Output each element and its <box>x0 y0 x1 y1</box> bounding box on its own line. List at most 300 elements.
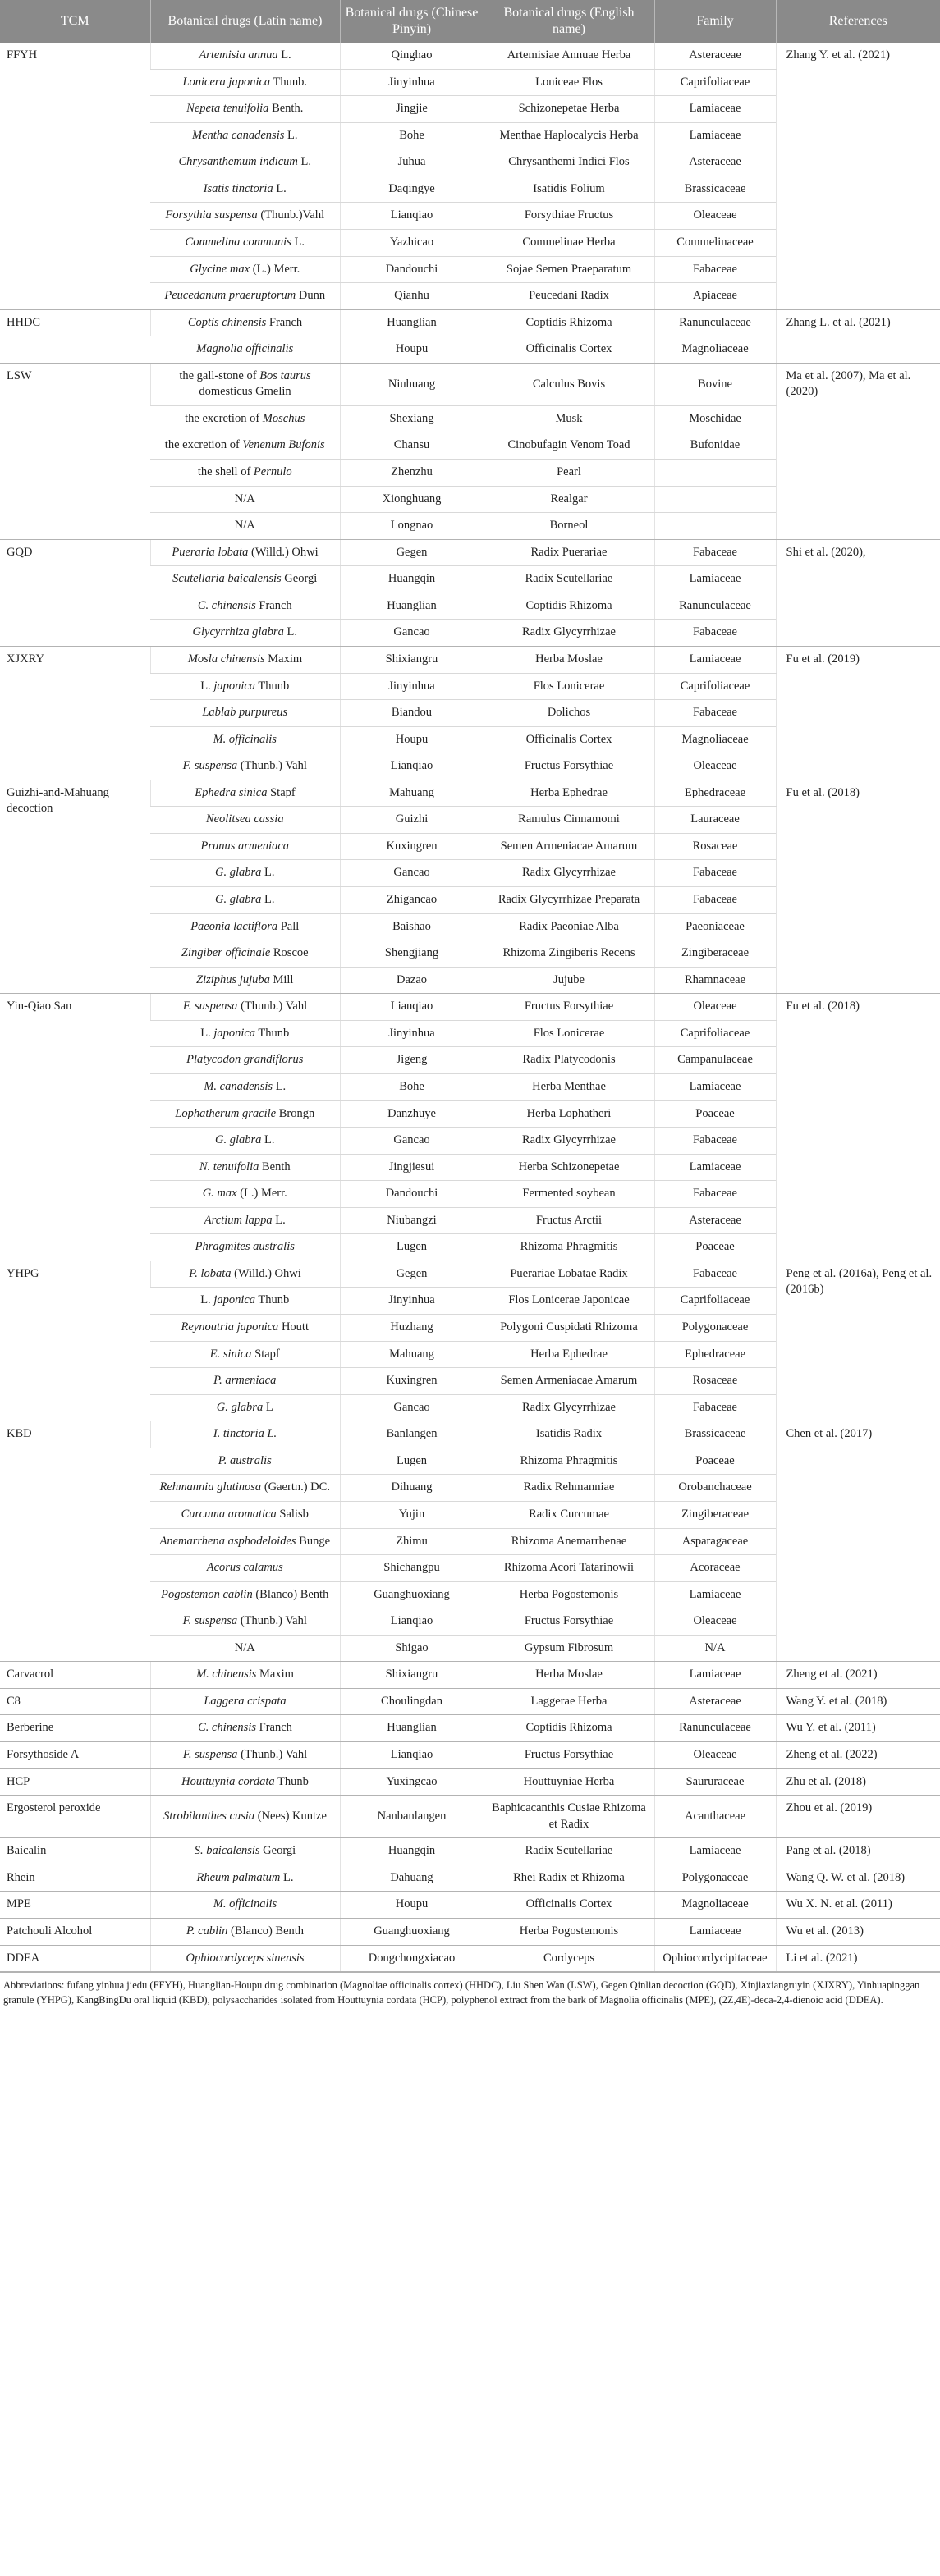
pinyin-name-cell: Lianqiao <box>340 994 484 1021</box>
tcm-name-cell: Forsythoside A <box>0 1742 150 1769</box>
english-name-cell: Coptidis Rhizoma <box>484 593 654 620</box>
family-cell: Polygonaceae <box>654 1865 776 1892</box>
english-name-cell: Rhizoma Zingiberis Recens <box>484 940 654 968</box>
pinyin-name-cell: Shigao <box>340 1635 484 1662</box>
english-name-cell: Radix Glycyrrhizae <box>484 1128 654 1155</box>
pinyin-name-cell: Biandou <box>340 700 484 727</box>
tcm-name-cell: Baicalin <box>0 1838 150 1865</box>
pinyin-name-cell: Gancao <box>340 860 484 887</box>
english-name-cell: Radix Puerariae <box>484 539 654 566</box>
tcm-name-cell: Patchouli Alcohol <box>0 1918 150 1945</box>
tcm-name-cell: YHPG <box>0 1261 150 1421</box>
english-name-cell: Gypsum Fibrosum <box>484 1635 654 1662</box>
latin-name-cell: G. glabra L. <box>150 887 340 914</box>
pinyin-name-cell: Niubangzi <box>340 1207 484 1234</box>
latin-name-cell: Glycyrrhiza glabra L. <box>150 620 340 647</box>
pinyin-name-cell: Houpu <box>340 1892 484 1919</box>
english-name-cell: Officinalis Cortex <box>484 726 654 753</box>
latin-name-cell: F. suspensa (Thunb.) Vahl <box>150 1742 340 1769</box>
latin-name-cell: Laggera crispata <box>150 1688 340 1715</box>
pinyin-name-cell: Jinyinhua <box>340 69 484 96</box>
pinyin-name-cell: Guanghuoxiang <box>340 1918 484 1945</box>
english-name-cell: Cordyceps <box>484 1945 654 1972</box>
latin-name-cell: the excretion of Venenum Bufonis <box>150 432 340 460</box>
latin-name-cell: Pogostemon cablin (Blanco) Benth <box>150 1581 340 1608</box>
latin-name-cell: Peucedanum praeruptorum Dunn <box>150 283 340 310</box>
latin-name-cell: P. australis <box>150 1448 340 1475</box>
english-name-cell: Cinobufagin Venom Toad <box>484 432 654 460</box>
pinyin-name-cell: Bohe <box>340 122 484 149</box>
pinyin-name-cell: Yazhicao <box>340 229 484 256</box>
family-cell: Magnoliaceae <box>654 726 776 753</box>
table-row <box>0 1261 940 1288</box>
pinyin-name-cell: Lianqiao <box>340 753 484 780</box>
latin-name-cell: N/A <box>150 486 340 513</box>
family-cell: Fabaceae <box>654 700 776 727</box>
family-cell: N/A <box>654 1635 776 1662</box>
english-name-cell: Chrysanthemi Indici Flos <box>484 149 654 176</box>
english-name-cell: Herba Moslae <box>484 1662 654 1689</box>
latin-name-cell: Ophiocordyceps sinensis <box>150 1945 340 1972</box>
pinyin-name-cell: Dahuang <box>340 1865 484 1892</box>
latin-name-cell: Mosla chinensis Maxim <box>150 646 340 673</box>
english-name-cell: Radix Scutellariae <box>484 1838 654 1865</box>
english-name-cell: Radix Rehmanniae <box>484 1475 654 1502</box>
table-row <box>0 309 940 336</box>
latin-name-cell: S. baicalensis Georgi <box>150 1838 340 1865</box>
latin-name-cell: Arctium lappa L. <box>150 1207 340 1234</box>
reference-cell: Fu et al. (2019) <box>776 646 940 780</box>
tcm-name-cell: KBD <box>0 1421 150 1662</box>
pinyin-name-cell: Choulingdan <box>340 1688 484 1715</box>
tcm-name-cell: Rhein <box>0 1865 150 1892</box>
pinyin-name-cell: Mahuang <box>340 1341 484 1368</box>
english-name-cell: Loniceae Flos <box>484 69 654 96</box>
pinyin-name-cell: Qinghao <box>340 43 484 69</box>
latin-name-cell: M. canadensis L. <box>150 1073 340 1100</box>
table-row <box>0 646 940 673</box>
english-name-cell: Realgar <box>484 486 654 513</box>
english-name-cell: Jujube <box>484 967 654 994</box>
latin-name-cell: Reynoutria japonica Houtt <box>150 1315 340 1342</box>
family-cell: Asparagaceae <box>654 1528 776 1555</box>
family-cell: Lamiaceae <box>654 122 776 149</box>
latin-name-cell: Ziziphus jujuba Mill <box>150 967 340 994</box>
english-name-cell: Fermented soybean <box>484 1181 654 1208</box>
latin-name-cell: F. suspensa (Thunb.) Vahl <box>150 994 340 1021</box>
family-cell: Brassicaceae <box>654 176 776 203</box>
family-cell: Caprifoliaceae <box>654 69 776 96</box>
pinyin-name-cell: Shengjiang <box>340 940 484 968</box>
english-name-cell: Fructus Arctii <box>484 1207 654 1234</box>
latin-name-cell: M. officinalis <box>150 1892 340 1919</box>
english-name-cell: Dolichos <box>484 700 654 727</box>
latin-name-cell: Ephedra sinica Stapf <box>150 780 340 807</box>
english-name-cell: Peucedani Radix <box>484 283 654 310</box>
reference-cell: Chen et al. (2017) <box>776 1421 940 1662</box>
english-name-cell: Officinalis Cortex <box>484 336 654 364</box>
pinyin-name-cell: Gancao <box>340 1394 484 1421</box>
tcm-name-cell: Ergosterol peroxide <box>0 1796 150 1838</box>
reference-cell: Wu et al. (2013) <box>776 1918 940 1945</box>
tcm-name-cell: DDEA <box>0 1945 150 1972</box>
pinyin-name-cell: Huanglian <box>340 309 484 336</box>
pinyin-name-cell: Zhenzhu <box>340 460 484 487</box>
table-row <box>0 1796 940 1838</box>
pinyin-name-cell: Daqingye <box>340 176 484 203</box>
reference-cell: Zhu et al. (2018) <box>776 1768 940 1796</box>
family-cell: Magnoliaceae <box>654 336 776 364</box>
family-cell: Lamiaceae <box>654 1073 776 1100</box>
family-cell: Asteraceae <box>654 1207 776 1234</box>
english-name-cell: Schizonepetae Herba <box>484 96 654 123</box>
pinyin-name-cell: Houpu <box>340 726 484 753</box>
latin-name-cell: G. glabra L. <box>150 1128 340 1155</box>
latin-name-cell: Scutellaria baicalensis Georgi <box>150 566 340 593</box>
family-cell: Fabaceae <box>654 539 776 566</box>
family-cell: Oleaceae <box>654 753 776 780</box>
latin-name-cell: Curcuma aromatica Salisb <box>150 1501 340 1528</box>
header-latin-name: Botanical drugs (Latin name) <box>150 0 340 43</box>
reference-cell: Zheng et al. (2021) <box>776 1662 940 1689</box>
english-name-cell: Borneol <box>484 513 654 540</box>
tcm-name-cell: HHDC <box>0 309 150 363</box>
latin-name-cell: Rheum palmatum L. <box>150 1865 340 1892</box>
family-cell: Asteraceae <box>654 1688 776 1715</box>
latin-name-cell: Pueraria lobata (Willd.) Ohwi <box>150 539 340 566</box>
latin-name-cell: Rehmannia glutinosa (Gaertn.) DC. <box>150 1475 340 1502</box>
latin-name-cell: G. max (L.) Merr. <box>150 1181 340 1208</box>
pinyin-name-cell: Dandouchi <box>340 1181 484 1208</box>
pinyin-name-cell: Lugen <box>340 1448 484 1475</box>
tcm-name-cell: GQD <box>0 539 150 646</box>
family-cell: Asteraceae <box>654 43 776 69</box>
family-cell: Ophiocordycipitaceae <box>654 1945 776 1972</box>
latin-name-cell: C. chinensis Franch <box>150 1715 340 1742</box>
pinyin-name-cell: Shixiangru <box>340 646 484 673</box>
family-cell: Ranunculaceae <box>654 309 776 336</box>
family-cell: Polygonaceae <box>654 1315 776 1342</box>
header-chinese-pinyin: Botanical drugs (Chinese Pinyin) <box>340 0 484 43</box>
family-cell: Oleaceae <box>654 203 776 230</box>
latin-name-cell: C. chinensis Franch <box>150 593 340 620</box>
latin-name-cell: Coptis chinensis Franch <box>150 309 340 336</box>
english-name-cell: Radix Paeoniae Alba <box>484 913 654 940</box>
latin-name-cell: Forsythia suspensa (Thunb.)Vahl <box>150 203 340 230</box>
reference-cell: Peng et al. (2016a), Peng et al. (2016b) <box>776 1261 940 1421</box>
family-cell: Caprifoliaceae <box>654 673 776 700</box>
family-cell: Lamiaceae <box>654 1662 776 1689</box>
english-name-cell: Flos Lonicerae Japonicae <box>484 1288 654 1315</box>
family-cell: Lamiaceae <box>654 1838 776 1865</box>
english-name-cell: Rhei Radix et Rhizoma <box>484 1865 654 1892</box>
table-row <box>0 994 940 1021</box>
pinyin-name-cell: Dandouchi <box>340 256 484 283</box>
family-cell: Acoraceae <box>654 1555 776 1582</box>
family-cell: Caprifoliaceae <box>654 1288 776 1315</box>
english-name-cell: Coptidis Rhizoma <box>484 309 654 336</box>
english-name-cell: Herba Pogostemonis <box>484 1918 654 1945</box>
pinyin-name-cell: Houpu <box>340 336 484 364</box>
latin-name-cell: Strobilanthes cusia (Nees) Kuntze <box>150 1796 340 1838</box>
family-cell: Rhamnaceae <box>654 967 776 994</box>
latin-name-cell: Chrysanthemum indicum L. <box>150 149 340 176</box>
english-name-cell: Artemisiae Annuae Herba <box>484 43 654 69</box>
english-name-cell: Coptidis Rhizoma <box>484 1715 654 1742</box>
pinyin-name-cell: Gegen <box>340 539 484 566</box>
latin-name-cell: the shell of Pernulo <box>150 460 340 487</box>
pinyin-name-cell: Jingjiesui <box>340 1154 484 1181</box>
table-row <box>0 1918 940 1945</box>
latin-name-cell: G. glabra L <box>150 1394 340 1421</box>
english-name-cell: Fructus Forsythiae <box>484 1742 654 1769</box>
latin-name-cell: N/A <box>150 1635 340 1662</box>
table-row <box>0 1662 940 1689</box>
family-cell: Commelinaceae <box>654 229 776 256</box>
family-cell: Rosaceae <box>654 1368 776 1395</box>
table-row <box>0 1945 940 1972</box>
reference-cell: Zhang L. et al. (2021) <box>776 309 940 363</box>
reference-cell: Zheng et al. (2022) <box>776 1742 940 1769</box>
pinyin-name-cell: Xionghuang <box>340 486 484 513</box>
table-header-row <box>0 0 940 43</box>
pinyin-name-cell: Gegen <box>340 1261 484 1288</box>
latin-name-cell: P. armeniaca <box>150 1368 340 1395</box>
latin-name-cell: Neolitsea cassia <box>150 807 340 834</box>
latin-name-cell: I. tinctoria L. <box>150 1421 340 1448</box>
tcm-name-cell: FFYH <box>0 43 150 309</box>
header-english-name: Botanical drugs (English name) <box>484 0 654 43</box>
family-cell: Ranunculaceae <box>654 1715 776 1742</box>
pinyin-name-cell: Guanghuoxiang <box>340 1581 484 1608</box>
latin-name-cell: Glycine max (L.) Merr. <box>150 256 340 283</box>
table-row <box>0 1421 940 1448</box>
pinyin-name-cell: Jigeng <box>340 1047 484 1074</box>
latin-name-cell: L. japonica Thunb <box>150 1020 340 1047</box>
latin-name-cell: Paeonia lactiflora Pall <box>150 913 340 940</box>
latin-name-cell: Zingiber officinale Roscoe <box>150 940 340 968</box>
tcm-name-cell: LSW <box>0 363 150 539</box>
tcm-name-cell: XJXRY <box>0 646 150 780</box>
english-name-cell: Baphicacanthis Cusiae Rhizoma et Radix <box>484 1796 654 1838</box>
pinyin-name-cell: Yujin <box>340 1501 484 1528</box>
pinyin-name-cell: Banlangen <box>340 1421 484 1448</box>
latin-name-cell: N/A <box>150 513 340 540</box>
english-name-cell: Fructus Forsythiae <box>484 994 654 1021</box>
family-cell: Orobanchaceae <box>654 1475 776 1502</box>
family-cell: Paeoniaceae <box>654 913 776 940</box>
latin-name-cell: L. japonica Thunb <box>150 673 340 700</box>
table-row <box>0 1865 940 1892</box>
latin-name-cell: Mentha canadensis L. <box>150 122 340 149</box>
latin-name-cell: F. suspensa (Thunb.) Vahl <box>150 1608 340 1636</box>
pinyin-name-cell: Zhimu <box>340 1528 484 1555</box>
english-name-cell: Herba Lophatheri <box>484 1100 654 1128</box>
family-cell: Moschidae <box>654 405 776 432</box>
table-row <box>0 1768 940 1796</box>
english-name-cell: Semen Armeniacae Amarum <box>484 1368 654 1395</box>
pinyin-name-cell: Shichangpu <box>340 1555 484 1582</box>
english-name-cell: Herba Moslae <box>484 646 654 673</box>
pinyin-name-cell: Jinyinhua <box>340 1020 484 1047</box>
latin-name-cell: M. officinalis <box>150 726 340 753</box>
tcm-name-cell: Berberine <box>0 1715 150 1742</box>
family-cell: Lamiaceae <box>654 1918 776 1945</box>
english-name-cell: Rhizoma Phragmitis <box>484 1448 654 1475</box>
pinyin-name-cell: Juhua <box>340 149 484 176</box>
english-name-cell: Menthae Haplocalycis Herba <box>484 122 654 149</box>
latin-name-cell: Houttuynia cordata Thunb <box>150 1768 340 1796</box>
latin-name-cell: Platycodon grandiflorus <box>150 1047 340 1074</box>
reference-cell: Wu X. N. et al. (2011) <box>776 1892 940 1919</box>
family-cell: Apiaceae <box>654 283 776 310</box>
tcm-name-cell: Carvacrol <box>0 1662 150 1689</box>
latin-name-cell: P. cablin (Blanco) Benth <box>150 1918 340 1945</box>
family-cell: Lamiaceae <box>654 1154 776 1181</box>
reference-cell: Pang et al. (2018) <box>776 1838 940 1865</box>
pinyin-name-cell: Yuxingcao <box>340 1768 484 1796</box>
family-cell: Magnoliaceae <box>654 1892 776 1919</box>
reference-cell: Li et al. (2021) <box>776 1945 940 1972</box>
pinyin-name-cell: Dazao <box>340 967 484 994</box>
family-cell: Ranunculaceae <box>654 593 776 620</box>
english-name-cell: Radix Glycyrrhizae Preparata <box>484 887 654 914</box>
reference-cell: Fu et al. (2018) <box>776 780 940 994</box>
pinyin-name-cell: Kuxingren <box>340 1368 484 1395</box>
family-cell: Zingiberaceae <box>654 940 776 968</box>
pinyin-name-cell: Gancao <box>340 620 484 647</box>
pinyin-name-cell: Jinyinhua <box>340 1288 484 1315</box>
family-cell: Caprifoliaceae <box>654 1020 776 1047</box>
english-name-cell: Commelinae Herba <box>484 229 654 256</box>
reference-cell: Zhou et al. (2019) <box>776 1796 940 1838</box>
pinyin-name-cell: Guizhi <box>340 807 484 834</box>
abbreviations-footnote: Abbreviations: fufang yinhua jiedu (FFYH), Huanglian-Houpu drug combination (Magnoliae officinalis cortex) (HHDC), Liu Shen Wan (LSW), Gegen Qinlian decoction (GQD), Xinjiaxiangruyin (XJXRY), Yinhuapinggan granule (YHPG), KangBingDu oral liquid (KBD), polysaccharides isolated from Houttuynia cordata (HCP), polyphenol extract from the bark of Magnolia officinalis (MPE), (2Z,4E)-deca-2,4-dienoic acid (DDEA). <box>0 1972 940 2011</box>
family-cell: Lamiaceae <box>654 1581 776 1608</box>
family-cell: Bovine <box>654 363 776 405</box>
reference-cell: Ma et al. (2007), Ma et al. (2020) <box>776 363 940 539</box>
pinyin-name-cell: Huangqin <box>340 566 484 593</box>
reference-cell: Wang Q. W. et al. (2018) <box>776 1865 940 1892</box>
table-row <box>0 363 940 405</box>
family-cell: Lauraceae <box>654 807 776 834</box>
family-cell: Oleaceae <box>654 1742 776 1769</box>
pinyin-name-cell: Dongchongxiacao <box>340 1945 484 1972</box>
english-name-cell: Musk <box>484 405 654 432</box>
family-cell: Ephedraceae <box>654 780 776 807</box>
english-name-cell: Fructus Forsythiae <box>484 753 654 780</box>
family-cell: Lamiaceae <box>654 96 776 123</box>
english-name-cell: Rhizoma Phragmitis <box>484 1234 654 1261</box>
pinyin-name-cell: Lianqiao <box>340 1608 484 1636</box>
latin-name-cell: the excretion of Moschus <box>150 405 340 432</box>
family-cell: Lamiaceae <box>654 646 776 673</box>
english-name-cell: Isatidis Radix <box>484 1421 654 1448</box>
table-row <box>0 1838 940 1865</box>
latin-name-cell: Lablab purpureus <box>150 700 340 727</box>
english-name-cell: Herba Ephedrae <box>484 780 654 807</box>
pinyin-name-cell: Jingjie <box>340 96 484 123</box>
latin-name-cell: G. glabra L. <box>150 860 340 887</box>
pinyin-name-cell: Longnao <box>340 513 484 540</box>
english-name-cell: Polygoni Cuspidati Rhizoma <box>484 1315 654 1342</box>
english-name-cell: Flos Lonicerae <box>484 1020 654 1047</box>
pinyin-name-cell: Kuxingren <box>340 833 484 860</box>
pinyin-name-cell: Lianqiao <box>340 1742 484 1769</box>
latin-name-cell: F. suspensa (Thunb.) Vahl <box>150 753 340 780</box>
english-name-cell: Sojae Semen Praeparatum <box>484 256 654 283</box>
latin-name-cell: the gall-stone of Bos taurus domesticus Gmelin <box>150 363 340 405</box>
pinyin-name-cell: Huanglian <box>340 1715 484 1742</box>
pinyin-name-cell: Lianqiao <box>340 203 484 230</box>
family-cell: Oleaceae <box>654 1608 776 1636</box>
family-cell: Fabaceae <box>654 620 776 647</box>
english-name-cell: Pearl <box>484 460 654 487</box>
latin-name-cell: Nepeta tenuifolia Benth. <box>150 96 340 123</box>
reference-cell: Shi et al. (2020), <box>776 539 940 646</box>
reference-cell: Fu et al. (2018) <box>776 994 940 1261</box>
header-references: References <box>776 0 940 43</box>
tcm-name-cell: Guizhi-and-Mahuang decoction <box>0 780 150 994</box>
family-cell: Fabaceae <box>654 860 776 887</box>
family-cell: Campanulaceae <box>654 1047 776 1074</box>
family-cell: Poaceae <box>654 1100 776 1128</box>
table-row <box>0 780 940 807</box>
pinyin-name-cell: Shixiangru <box>340 1662 484 1689</box>
tcm-name-cell: HCP <box>0 1768 150 1796</box>
latin-name-cell: Artemisia annua L. <box>150 43 340 69</box>
english-name-cell: Calculus Bovis <box>484 363 654 405</box>
table-row <box>0 1892 940 1919</box>
pinyin-name-cell: Dihuang <box>340 1475 484 1502</box>
family-cell <box>654 460 776 487</box>
family-cell: Lamiaceae <box>654 566 776 593</box>
english-name-cell: Radix Curcumae <box>484 1501 654 1528</box>
family-cell: Zingiberaceae <box>654 1501 776 1528</box>
header-tcm: TCM <box>0 0 150 43</box>
family-cell: Fabaceae <box>654 1181 776 1208</box>
pinyin-name-cell: Huanglian <box>340 593 484 620</box>
english-name-cell: Isatidis Folium <box>484 176 654 203</box>
table-row <box>0 1688 940 1715</box>
family-cell: Ephedraceae <box>654 1341 776 1368</box>
pinyin-name-cell: Gancao <box>340 1128 484 1155</box>
english-name-cell: Herba Pogostemonis <box>484 1581 654 1608</box>
english-name-cell: Ramulus Cinnamomi <box>484 807 654 834</box>
latin-name-cell: Prunus armeniaca <box>150 833 340 860</box>
pinyin-name-cell: Baishao <box>340 913 484 940</box>
latin-name-cell: Magnolia officinalis <box>150 336 340 364</box>
latin-name-cell: Anemarrhena asphodeloides Bunge <box>150 1528 340 1555</box>
table-row <box>0 1742 940 1769</box>
latin-name-cell: N. tenuifolia Benth <box>150 1154 340 1181</box>
english-name-cell: Fructus Forsythiae <box>484 1608 654 1636</box>
english-name-cell: Officinalis Cortex <box>484 1892 654 1919</box>
english-name-cell: Herba Ephedrae <box>484 1341 654 1368</box>
table-row <box>0 1715 940 1742</box>
pinyin-name-cell: Niuhuang <box>340 363 484 405</box>
latin-name-cell: Isatis tinctoria L. <box>150 176 340 203</box>
reference-cell: Wang Y. et al. (2018) <box>776 1688 940 1715</box>
reference-cell: Wu Y. et al. (2011) <box>776 1715 940 1742</box>
latin-name-cell: E. sinica Stapf <box>150 1341 340 1368</box>
english-name-cell: Radix Glycyrrhizae <box>484 1394 654 1421</box>
latin-name-cell: M. chinensis Maxim <box>150 1662 340 1689</box>
family-cell: Bufonidae <box>654 432 776 460</box>
family-cell <box>654 513 776 540</box>
pinyin-name-cell: Danzhuye <box>340 1100 484 1128</box>
latin-name-cell: P. lobata (Willd.) Ohwi <box>150 1261 340 1288</box>
